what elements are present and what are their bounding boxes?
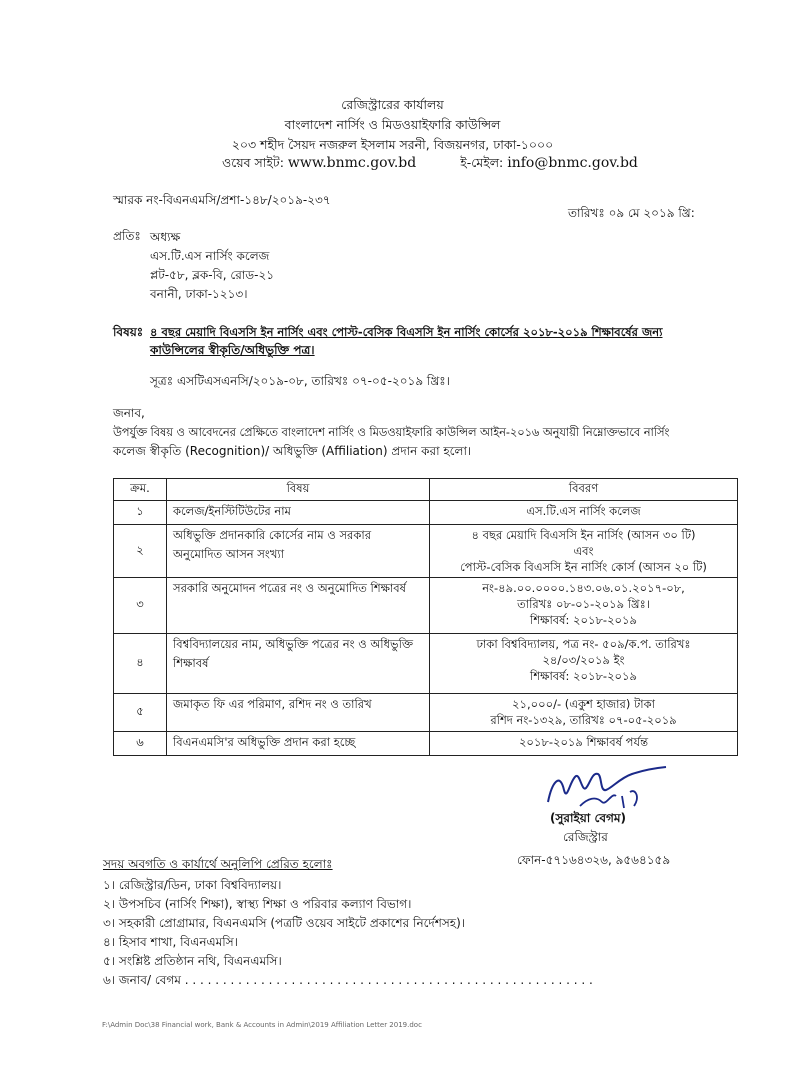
detail-line: ঢাকা বিশ্ববিদ্যালয়, পত্র নং- ৫০৯/ক.প. তারিখঃ xyxy=(476,637,691,651)
contact-line xyxy=(222,155,638,175)
detail-line: নং-৪৯.০০.০০০০.১৪৩.০৬.০১.২০১৭-০৮, xyxy=(482,581,685,595)
table-header-row xyxy=(114,479,738,501)
row-serial: ২ xyxy=(114,525,167,578)
council-address: ২০৩ শহীদ সৈয়দ নজরুল ইসলাম সরনী, বিজয়নগর, ঢাকা-১০০০ xyxy=(231,137,554,152)
cc-item: ২। উপসচিব (নার্সিং শিক্ষা), স্বাস্থ্য শিক্ষা ও পরিবার কল্যাণ বিভাগ। xyxy=(103,897,412,911)
recipient-line: প্লট-৫৮, ব্লক-বি, রোড-২১ xyxy=(150,268,275,282)
subject-line-2: কাউন্সিলের স্বীকৃতি/অধিভুক্তি পত্র। xyxy=(150,343,315,357)
detail-line: ২০১৮-২০১৯ শিক্ষাবর্ষ পর্যন্ত xyxy=(518,735,649,749)
website-label: ওয়েব সাইট: xyxy=(222,155,284,170)
row-serial: ৩ xyxy=(114,578,167,634)
table-row xyxy=(114,634,738,694)
council-name: বাংলাদেশ নার্সিং ও মিডওয়াইফারি কাউন্সিল xyxy=(284,117,501,132)
signatory-phone: ফোন-৫৭১৬৪৩২৬, ৯৫৬৪১৫৯ xyxy=(517,853,671,867)
table-row xyxy=(114,578,738,634)
row-serial: ৬ xyxy=(114,732,167,756)
cc-item: ৪। হিসাব শাখা, বিএনএমসি। xyxy=(103,935,238,949)
cc-item: ১। রেজিস্ট্রার/ডিন, ঢাকা বিশ্ববিদ্যালয়। xyxy=(103,878,282,892)
header-serial: ক্রম. xyxy=(114,479,167,501)
signatory-name: (সুরাইয়া বেগম) xyxy=(550,811,627,825)
row-details xyxy=(430,634,738,694)
detail-line: এবং xyxy=(573,544,594,558)
cc-heading: সদয় অবগতি ও কার্যার্থে অনুলিপি প্রেরিত হলোঃ xyxy=(103,857,333,871)
detail-line: তারিখঃ ০৮-০১-২০১৯ খ্রিঃ। xyxy=(517,597,650,611)
detail-line: শিক্ষাবর্ষ: ২০১৮-২০১৯ xyxy=(530,613,637,627)
subject-reference: সূত্রঃ এসটিএসএনসি/২০১৯-০৮, তারিখঃ ০৭-০৫-২০১৯ খ্রিঃ। xyxy=(150,374,450,388)
cc-list xyxy=(103,876,593,990)
website-link[interactable]: www.bnmc.gov.bd xyxy=(287,155,417,171)
table-row xyxy=(114,694,738,732)
row-subject: বিএনএমসি'র অধিভুক্তি প্রদান করা হচ্ছে xyxy=(167,732,430,756)
detail-line: শিক্ষাবর্ষ: ২০১৮-২০১৯ xyxy=(530,669,637,683)
recipient-line: এস.টি.এস নার্সিং কলেজ xyxy=(150,249,270,263)
detail-line: ৪ বছর মেয়াদি বিএসসি ইন নার্সিং (আসন ৩০ টি) xyxy=(471,528,696,542)
row-serial: ১ xyxy=(114,501,167,525)
detail-line: এস.টি.এস নার্সিং কলেজ xyxy=(526,504,641,518)
row-details xyxy=(430,578,738,634)
email-link[interactable]: info@bnmc.gov.bd xyxy=(507,155,638,171)
row-subject: কলেজ/ইনস্টিটিউটের নাম xyxy=(167,501,430,525)
detail-line: ২১,০০০/- (একুশ হাজার) টাকা xyxy=(512,697,655,711)
cc-item: ৬। জনাব/ বেগম . . . . . . . . . . . . . . . . . . . . . . . . . . . . . . . . . . . . . . . . . . . . . . . . . . . . . . xyxy=(103,973,593,987)
row-serial: ৪ xyxy=(114,634,167,694)
header-subject: বিষয় xyxy=(167,479,430,501)
memo-date: তারিখঃ ০৯ মে ২০১৯ খ্রি: xyxy=(568,206,695,220)
table-row xyxy=(114,732,738,756)
header-details: বিবরণ xyxy=(430,479,738,501)
detail-line: রশিদ নং-১৩২৯, তারিখঃ ০৭-০৫-২০১৯ xyxy=(490,713,677,727)
table-row xyxy=(114,501,738,525)
signature-mark xyxy=(540,762,670,817)
recipient-line: বনানী, ঢাকা-১২১৩। xyxy=(150,287,248,301)
body-line-1: উপর্যুক্ত বিষয় ও আবেদনের প্রেক্ষিতে বাংলাদেশ নার্সিং ও মিডওয়াইফারি কাউন্সিল আইন-২০১৬ অনুযায়ী নিম্নোক্তভাবে নার্সিং xyxy=(113,426,670,439)
recipient-address xyxy=(150,228,274,304)
subject-line-1: ৪ বছর মেয়াদি বিএসসি ইন নার্সিং এবং পোস্ট-বেসিক বিএসসি ইন নার্সিং কোর্সের ২০১৮-২০১৯ শিক্ষাবর্ষের জন্য xyxy=(150,325,663,339)
affiliation-table xyxy=(113,478,738,756)
subject-label: বিষয়ঃ xyxy=(113,325,144,339)
row-details xyxy=(430,694,738,732)
row-details xyxy=(430,525,738,578)
row-subject: অধিভুক্তি প্রদানকারি কোর্সের নাম ও সরকার অনুমোদিত আসন সংখ্যা xyxy=(167,525,430,578)
office-name: রেজিস্ট্রারের কার্যালয় xyxy=(341,97,444,112)
salutation: জনাব, xyxy=(113,406,145,420)
file-path-footer: F:\Admin Doc\38 Financial work, Bank & Accounts in Admin\2019 Affiliation Letter 2019.doc xyxy=(102,1021,422,1029)
memo-number: স্মারক নং-বিএনএমসি/প্রশা-১৪৮/২০১৯-২৩৭ xyxy=(113,193,331,207)
row-subject: বিশ্ববিদ্যালয়ের নাম, অধিভুক্তি পত্রের নং ও অধিভুক্তি শিক্ষাবর্ষ xyxy=(167,634,430,694)
signatory-title: রেজিস্ট্রার xyxy=(563,830,608,844)
row-subject: জমাকৃত ফি এর পরিমাণ, রশিদ নং ও তারিখ xyxy=(167,694,430,732)
row-subject: সরকারি অনুমোদন পত্রের নং ও অনুমোদিত শিক্ষাবর্ষ xyxy=(167,578,430,634)
table-row xyxy=(114,525,738,578)
detail-line: ২৪/০৩/২০১৯ ইং xyxy=(542,653,625,667)
cc-item: ৫। সংশ্লিষ্ট প্রতিষ্ঠান নথি, বিএনএমসি। xyxy=(103,954,282,968)
recipient-label: প্রতিঃ xyxy=(113,229,141,243)
row-details xyxy=(430,732,738,756)
detail-line: পোস্ট-বেসিক বিএসসি ইন নার্সিং কোর্স (আসন ২০ টি) xyxy=(460,560,707,574)
row-details xyxy=(430,501,738,525)
body-line-2: কলেজ স্বীকৃতি (Recognition)/ অধিভুক্তি (Affiliation) প্রদান করা হলো। xyxy=(113,444,472,458)
row-serial: ৫ xyxy=(114,694,167,732)
email-label: ই-মেইল: xyxy=(460,155,504,170)
cc-item: ৩। সহকারী প্রোগ্রামার, বিএনএমসি (পত্রটি ওয়েব সাইটে প্রকাশের নির্দেশসহ)। xyxy=(103,916,466,930)
recipient-line: অধ্যক্ষ xyxy=(150,230,181,244)
